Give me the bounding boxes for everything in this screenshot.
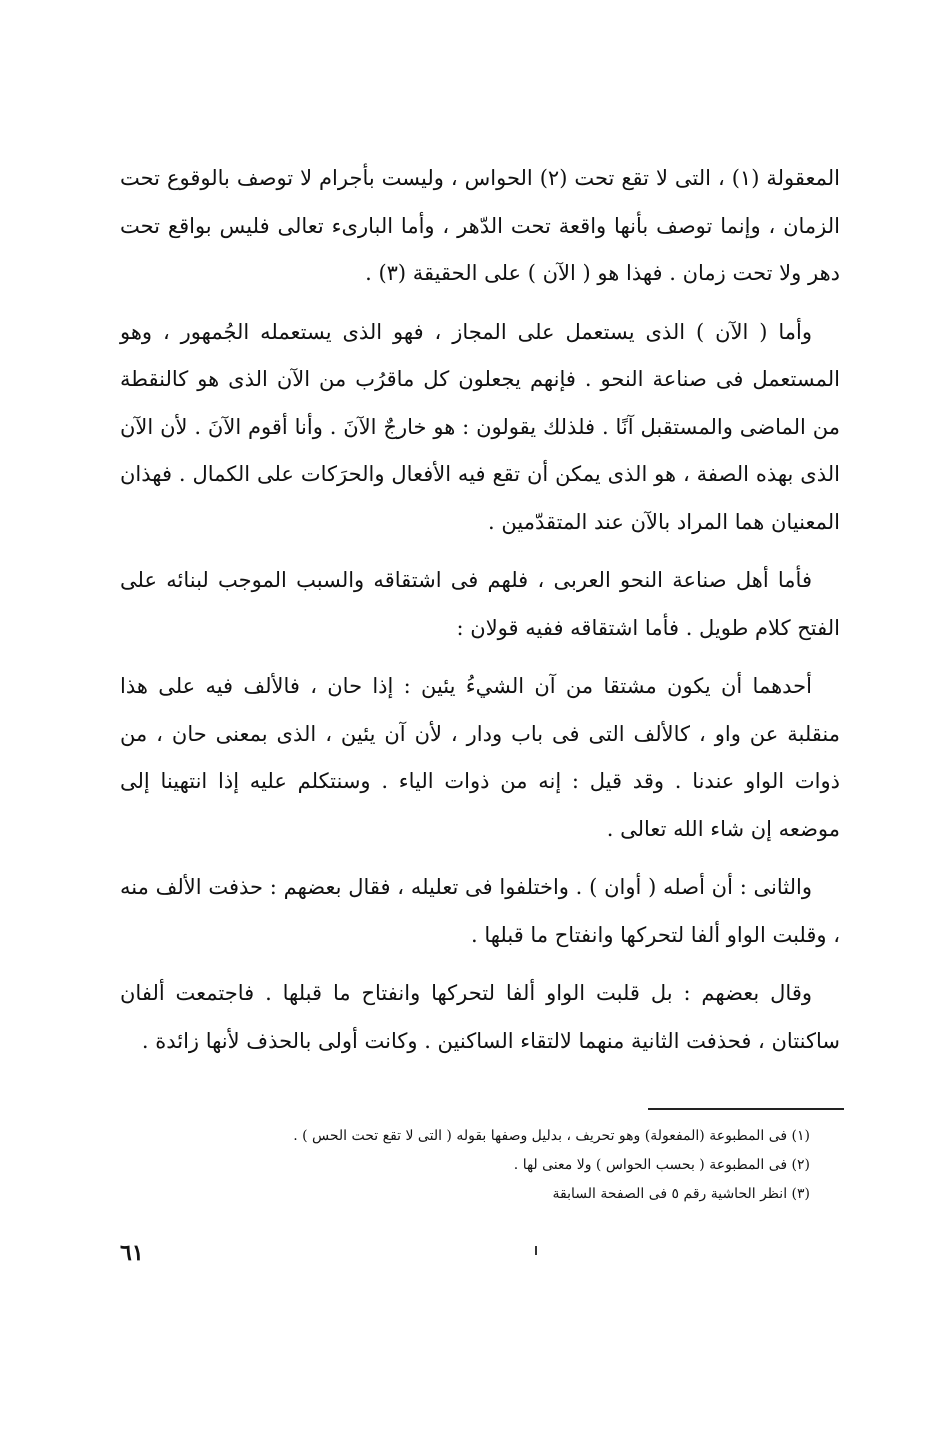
footnote: (٣) انظر الحاشية رقم ٥ فى الصفحة السابقة xyxy=(552,1186,810,1202)
paragraph: والثانى : أن أصله ( أوان ) . واختلفوا فى تعليله ، فقال بعضهم : حذفت الألف منه ، وقلبت الواو ألفا لتحركها وانفتاح ما قبلها . xyxy=(120,875,840,947)
footnote: (٢) فى المطبوعة ( بحسب الحواس ) ولا معنى لها . xyxy=(513,1157,810,1173)
page-number: ٦١ xyxy=(120,1240,144,1266)
print-mark xyxy=(535,1246,537,1255)
body-text xyxy=(120,155,840,1076)
footnote-separator xyxy=(648,1108,844,1110)
footnote: (١) فى المطبوعة (المفعولة) وهو تحريف ، بدليل وصفها بقوله ( التى لا تقع تحت الحس ) . xyxy=(293,1128,810,1144)
paragraph: أحدهما أن يكون مشتقا من آن الشيءُ يئين : إذا حان ، فالألف فيه على هذا منقلبة عن واو ، كالألف التى فى باب ودار ، لأن آن يئين ، الذى بمعنى حان ، من ذوات الواو عندنا . وقد قيل : إنه من ذوات الياء . وسنتكلم عليه إذا انتهينا إلى موضعه إن شاء الله تعالى . xyxy=(120,674,840,841)
paragraph: وأما ( الآن ) الذى يستعمل على المجاز ، فهو الذى يستعمله الجُمهور ، وهو المستعمل فى صناعة النحو . فإنهم يجعلون كل ماقرُب من الآن الذى هو كالنقطة من الماضى والمستقبل آنًا . فلذلك يقولون : هو خارجٌ الآنَ . وأنا أقوم الآنَ . لأن الآن الذى بهذه الصفة ، هو الذى يمكن أن تقع فيه الأفعال والحرَكات على الكمال . فهذان المعنيان هما المراد بالآن عند المتقدّمين . xyxy=(120,319,840,534)
footnotes xyxy=(160,1122,810,1209)
paragraph: وقال بعضهم : بل قلبت الواو ألفا لتحركها وانفتاح ما قبلها . فاجتمعت ألفان ساكنتان ، فحذفت الثانية منهما لالتقاء الساكنين . وكانت أولى بالحذف لأنها زائدة . xyxy=(120,981,840,1053)
paragraph: فأما أهل صناعة النحو العربى ، فلهم فى اشتقاقه والسبب الموجب لبنائه على الفتح كلام طويل . فأما اشتقاقه ففيه قولان : xyxy=(120,568,840,640)
paragraph: المعقولة (١) ، التى لا تقع تحت (٢) الحواس ، وليست بأجرام لا توصف بالوقوع تحت الزمان ، وإنما توصف بأنها واقعة تحت الدّهر ، وأما البارىء تعالى فليس بواقع تحت دهر ولا تحت زمان . فهذا هو ( الآن ) على الحقيقة (٣) . xyxy=(120,166,840,285)
